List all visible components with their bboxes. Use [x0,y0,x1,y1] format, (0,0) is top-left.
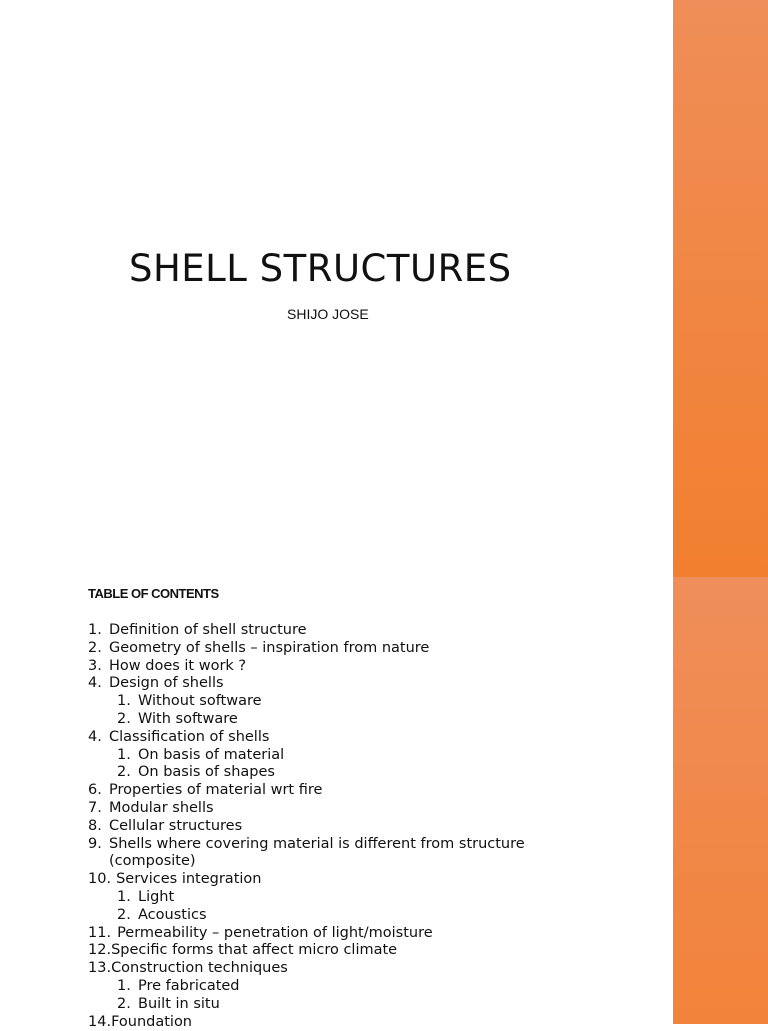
toc-item-continuation: (composite) [109,853,196,870]
toc-subitem: 2. Built in situ [117,995,220,1012]
toc-subitem: 1. Pre fabricated [117,977,240,994]
toc-item: 2. Geometry of shells – inspiration from nature [88,639,430,656]
toc-subitem: 1. Light [117,888,175,905]
document-title: SHELL STRUCTURES [129,247,512,290]
toc-item: 11. Permeability – penetration of light/moisture [88,924,433,941]
toc-item: 14.Foundation [88,1013,193,1030]
toc-subitem: 1. Without software [117,693,262,710]
accent-band-top [673,0,768,577]
toc-item: 1. Definition of shell structure [88,622,307,638]
toc-item: 9. Shells where covering material is different from structure [88,835,525,852]
toc-item: 13.Construction techniques [88,960,288,977]
toc-subitem: 2. With software [117,710,238,727]
toc-subitem: 2. Acoustics [117,906,207,923]
author-name: SHIJO JOSE [287,306,369,322]
accent-band-bottom [673,577,768,1024]
toc-item: 7. Modular shells [88,799,214,816]
toc-item: 4. Classification of shells [88,728,270,745]
toc-item: 10. Services integration [88,871,262,888]
toc-subitem: 2. On basis of shapes [117,764,275,781]
table-of-contents [88,622,658,1031]
toc-item: 3. How does it work ? [88,657,247,674]
toc-item: 12.Specific forms that affect micro climate [88,942,398,959]
toc-item: 8. Cellular structures [88,817,243,834]
toc-heading: TABLE OF CONTENTS [88,586,219,601]
toc-item: 4. Design of shells [88,675,224,692]
toc-item: 6. Properties of material wrt fire [88,782,323,799]
toc-subitem: 1. On basis of material [117,746,285,763]
